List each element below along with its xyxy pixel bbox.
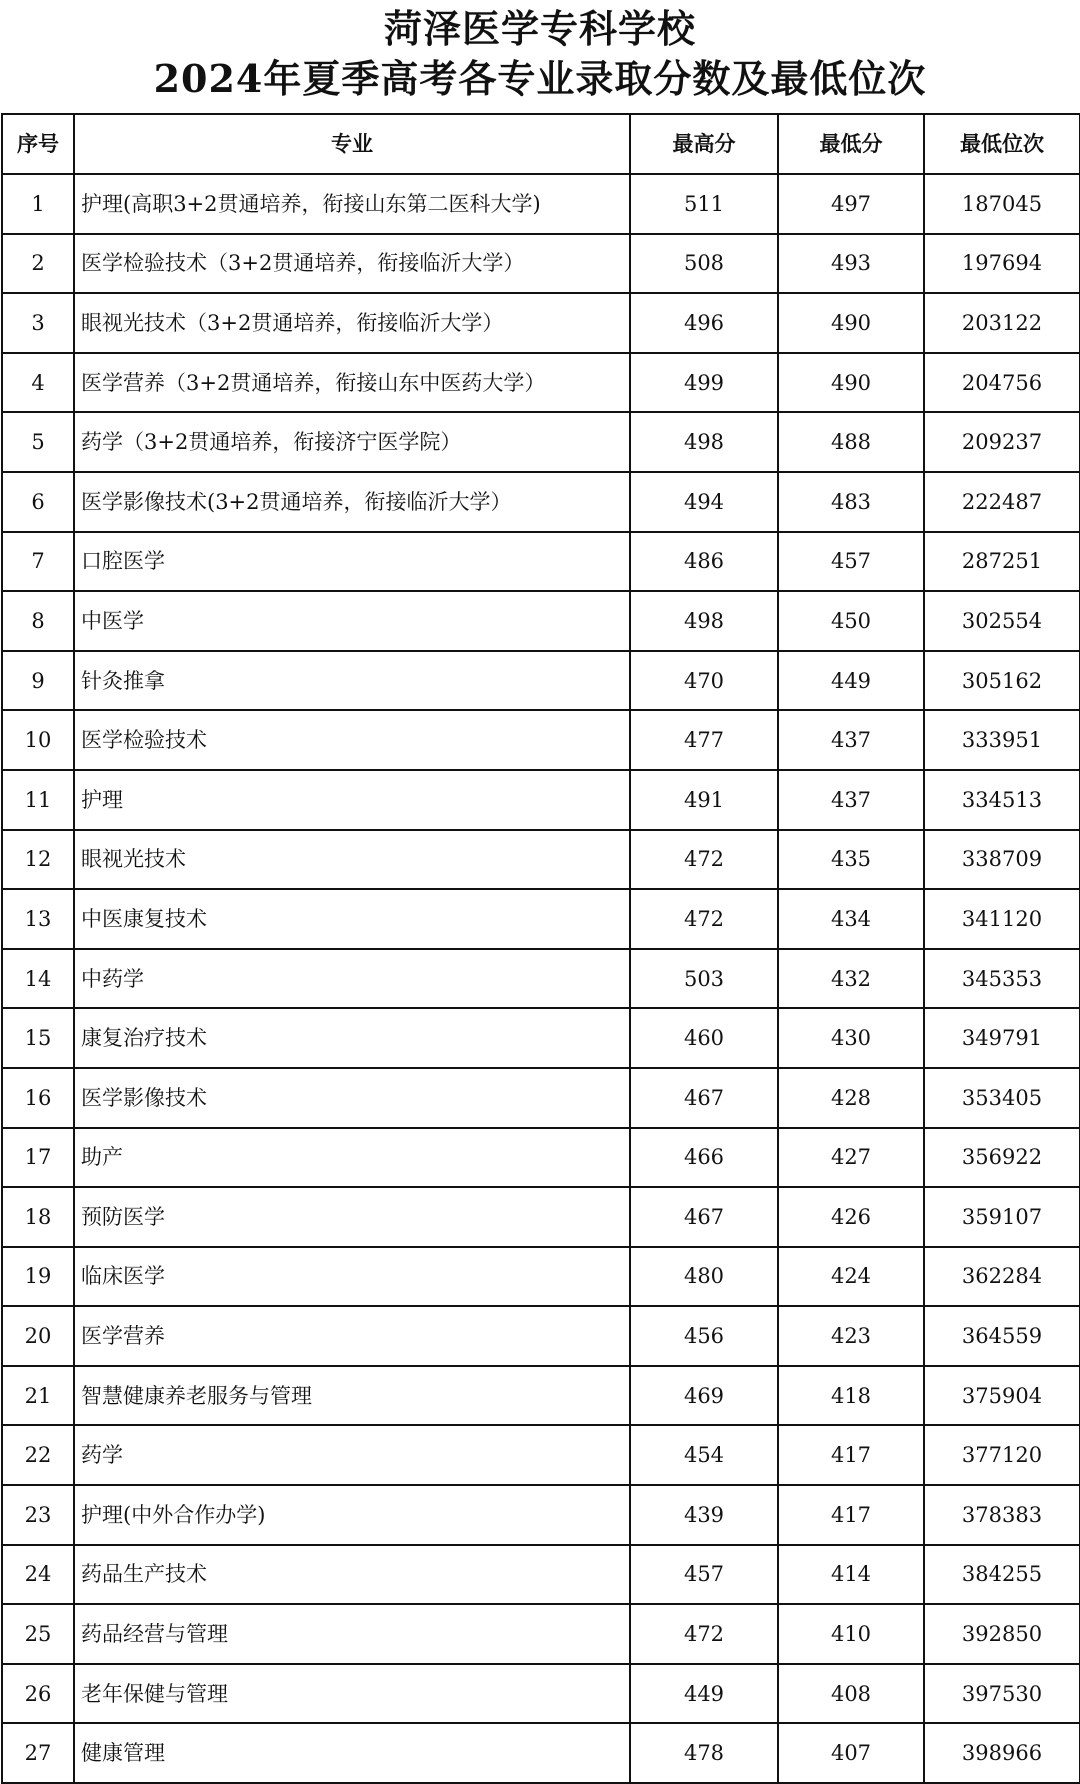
cell-max-score: 480 xyxy=(630,1247,778,1307)
cell-max-score: 477 xyxy=(630,710,778,770)
table-title: 2024年夏季高考各专业录取分数及最低位次 xyxy=(153,56,927,101)
table-row xyxy=(2,472,1080,532)
table-row xyxy=(2,1187,1080,1247)
cell-index: 5 xyxy=(2,412,74,472)
cell-max-score: 460 xyxy=(630,1008,778,1068)
cell-major: 口腔医学 xyxy=(74,532,630,592)
cell-max-score: 472 xyxy=(630,1604,778,1664)
cell-major: 药学 xyxy=(74,1425,630,1485)
table-row xyxy=(2,174,1080,234)
cell-index: 26 xyxy=(2,1664,74,1724)
cell-min-rank: 359107 xyxy=(924,1187,1080,1247)
table-row xyxy=(2,532,1080,592)
cell-max-score: 467 xyxy=(630,1187,778,1247)
cell-min-rank: 356922 xyxy=(924,1128,1080,1188)
cell-min-score: 423 xyxy=(778,1306,924,1366)
cell-min-rank: 392850 xyxy=(924,1604,1080,1664)
cell-min-score: 437 xyxy=(778,770,924,830)
cell-major: 眼视光技术 xyxy=(74,830,630,890)
cell-major: 针灸推拿 xyxy=(74,651,630,711)
cell-min-score: 497 xyxy=(778,174,924,234)
table-row xyxy=(2,651,1080,711)
table-row xyxy=(2,949,1080,1009)
table-row xyxy=(2,1723,1080,1783)
cell-major: 护理(高职3+2贯通培养，衔接山东第二医科大学) xyxy=(74,174,630,234)
cell-major: 健康管理 xyxy=(74,1723,630,1783)
cell-max-score: 439 xyxy=(630,1485,778,1545)
cell-major: 药品生产技术 xyxy=(74,1545,630,1605)
cell-max-score: 496 xyxy=(630,293,778,353)
cell-min-rank: 209237 xyxy=(924,412,1080,472)
cell-min-rank: 341120 xyxy=(924,889,1080,949)
cell-major: 中药学 xyxy=(74,949,630,1009)
cell-major: 眼视光技术（3+2贯通培养，衔接临沂大学） xyxy=(74,293,630,353)
cell-min-rank: 353405 xyxy=(924,1068,1080,1128)
header-major: 专业 xyxy=(74,114,630,174)
table-row xyxy=(2,830,1080,890)
cell-max-score: 470 xyxy=(630,651,778,711)
cell-max-score: 454 xyxy=(630,1425,778,1485)
cell-major: 中医学 xyxy=(74,591,630,651)
cell-min-rank: 302554 xyxy=(924,591,1080,651)
cell-index: 4 xyxy=(2,353,74,413)
cell-major: 助产 xyxy=(74,1128,630,1188)
cell-min-score: 449 xyxy=(778,651,924,711)
cell-min-rank: 364559 xyxy=(924,1306,1080,1366)
cell-min-rank: 378383 xyxy=(924,1485,1080,1545)
cell-min-score: 417 xyxy=(778,1425,924,1485)
cell-min-rank: 333951 xyxy=(924,710,1080,770)
table-row xyxy=(2,1425,1080,1485)
cell-min-score: 427 xyxy=(778,1128,924,1188)
cell-major: 老年保健与管理 xyxy=(74,1664,630,1724)
cell-index: 12 xyxy=(2,830,74,890)
cell-min-rank: 197694 xyxy=(924,234,1080,294)
cell-index: 23 xyxy=(2,1485,74,1545)
table-row xyxy=(2,1008,1080,1068)
header-min-rank: 最低位次 xyxy=(924,114,1080,174)
cell-max-score: 472 xyxy=(630,830,778,890)
cell-major: 医学检验技术 xyxy=(74,710,630,770)
table-row xyxy=(2,1604,1080,1664)
cell-min-rank: 338709 xyxy=(924,830,1080,890)
table-row xyxy=(2,1545,1080,1605)
cell-min-score: 414 xyxy=(778,1545,924,1605)
cell-index: 22 xyxy=(2,1425,74,1485)
cell-min-rank: 384255 xyxy=(924,1545,1080,1605)
cell-index: 27 xyxy=(2,1723,74,1783)
cell-major: 智慧健康养老服务与管理 xyxy=(74,1366,630,1426)
table-row xyxy=(2,710,1080,770)
cell-index: 13 xyxy=(2,889,74,949)
table-row xyxy=(2,889,1080,949)
cell-major: 预防医学 xyxy=(74,1187,630,1247)
cell-index: 1 xyxy=(2,174,74,234)
cell-max-score: 456 xyxy=(630,1306,778,1366)
cell-index: 25 xyxy=(2,1604,74,1664)
cell-max-score: 498 xyxy=(630,412,778,472)
cell-index: 3 xyxy=(2,293,74,353)
cell-max-score: 467 xyxy=(630,1068,778,1128)
cell-index: 7 xyxy=(2,532,74,592)
cell-min-score: 410 xyxy=(778,1604,924,1664)
header-min-score: 最低分 xyxy=(778,114,924,174)
cell-min-score: 490 xyxy=(778,353,924,413)
cell-min-score: 493 xyxy=(778,234,924,294)
cell-max-score: 511 xyxy=(630,174,778,234)
cell-min-score: 483 xyxy=(778,472,924,532)
cell-index: 21 xyxy=(2,1366,74,1426)
cell-min-rank: 334513 xyxy=(924,770,1080,830)
cell-max-score: 486 xyxy=(630,532,778,592)
cell-index: 24 xyxy=(2,1545,74,1605)
cell-min-score: 490 xyxy=(778,293,924,353)
table-row xyxy=(2,1068,1080,1128)
cell-min-score: 488 xyxy=(778,412,924,472)
cell-major: 医学影像技术 xyxy=(74,1068,630,1128)
cell-min-score: 430 xyxy=(778,1008,924,1068)
cell-min-rank: 398966 xyxy=(924,1723,1080,1783)
cell-index: 10 xyxy=(2,710,74,770)
admission-scores-table xyxy=(1,113,1080,1784)
table-header-row xyxy=(2,114,1080,174)
cell-max-score: 472 xyxy=(630,889,778,949)
table-row xyxy=(2,293,1080,353)
cell-index: 2 xyxy=(2,234,74,294)
cell-max-score: 466 xyxy=(630,1128,778,1188)
table-body xyxy=(2,174,1080,1783)
table-row xyxy=(2,1306,1080,1366)
cell-min-rank: 349791 xyxy=(924,1008,1080,1068)
cell-min-score: 407 xyxy=(778,1723,924,1783)
cell-min-score: 435 xyxy=(778,830,924,890)
cell-min-score: 426 xyxy=(778,1187,924,1247)
cell-min-score: 428 xyxy=(778,1068,924,1128)
cell-index: 8 xyxy=(2,591,74,651)
cell-min-rank: 222487 xyxy=(924,472,1080,532)
cell-major: 医学营养 xyxy=(74,1306,630,1366)
cell-major: 药品经营与管理 xyxy=(74,1604,630,1664)
table-row xyxy=(2,1247,1080,1307)
cell-major: 临床医学 xyxy=(74,1247,630,1307)
table-row xyxy=(2,1128,1080,1188)
cell-major: 医学影像技术(3+2贯通培养，衔接临沂大学） xyxy=(74,472,630,532)
cell-index: 16 xyxy=(2,1068,74,1128)
cell-max-score: 449 xyxy=(630,1664,778,1724)
cell-min-rank: 287251 xyxy=(924,532,1080,592)
cell-index: 18 xyxy=(2,1187,74,1247)
table-row xyxy=(2,412,1080,472)
cell-min-rank: 204756 xyxy=(924,353,1080,413)
cell-min-score: 457 xyxy=(778,532,924,592)
cell-min-rank: 305162 xyxy=(924,651,1080,711)
cell-min-score: 450 xyxy=(778,591,924,651)
cell-index: 17 xyxy=(2,1128,74,1188)
cell-major: 护理 xyxy=(74,770,630,830)
cell-min-rank: 187045 xyxy=(924,174,1080,234)
cell-min-rank: 203122 xyxy=(924,293,1080,353)
table-row xyxy=(2,353,1080,413)
cell-min-score: 434 xyxy=(778,889,924,949)
cell-max-score: 457 xyxy=(630,1545,778,1605)
cell-min-score: 424 xyxy=(778,1247,924,1307)
table-row xyxy=(2,1664,1080,1724)
cell-index: 20 xyxy=(2,1306,74,1366)
table-row xyxy=(2,591,1080,651)
header-index: 序号 xyxy=(2,114,74,174)
cell-max-score: 478 xyxy=(630,1723,778,1783)
cell-max-score: 499 xyxy=(630,353,778,413)
document-title-block xyxy=(0,0,1080,110)
table-row xyxy=(2,1366,1080,1426)
cell-major: 中医康复技术 xyxy=(74,889,630,949)
cell-index: 15 xyxy=(2,1008,74,1068)
cell-major: 康复治疗技术 xyxy=(74,1008,630,1068)
table-row xyxy=(2,234,1080,294)
cell-index: 6 xyxy=(2,472,74,532)
cell-min-score: 437 xyxy=(778,710,924,770)
cell-min-score: 418 xyxy=(778,1366,924,1426)
cell-min-score: 432 xyxy=(778,949,924,1009)
cell-major: 医学检验技术（3+2贯通培养，衔接临沂大学） xyxy=(74,234,630,294)
cell-min-rank: 362284 xyxy=(924,1247,1080,1307)
cell-max-score: 469 xyxy=(630,1366,778,1426)
table-row xyxy=(2,770,1080,830)
cell-min-score: 408 xyxy=(778,1664,924,1724)
cell-index: 9 xyxy=(2,651,74,711)
cell-min-rank: 375904 xyxy=(924,1366,1080,1426)
cell-max-score: 494 xyxy=(630,472,778,532)
cell-max-score: 498 xyxy=(630,591,778,651)
cell-min-score: 417 xyxy=(778,1485,924,1545)
cell-min-rank: 345353 xyxy=(924,949,1080,1009)
table-row xyxy=(2,1485,1080,1545)
cell-max-score: 491 xyxy=(630,770,778,830)
cell-major: 医学营养（3+2贯通培养，衔接山东中医药大学） xyxy=(74,353,630,413)
cell-index: 14 xyxy=(2,949,74,1009)
cell-min-rank: 397530 xyxy=(924,1664,1080,1724)
cell-index: 19 xyxy=(2,1247,74,1307)
cell-major: 护理(中外合作办学) xyxy=(74,1485,630,1545)
school-name-title: 菏泽医学专科学校 xyxy=(383,6,696,51)
cell-index: 11 xyxy=(2,770,74,830)
header-max-score: 最高分 xyxy=(630,114,778,174)
cell-max-score: 503 xyxy=(630,949,778,1009)
cell-max-score: 508 xyxy=(630,234,778,294)
cell-major: 药学（3+2贯通培养，衔接济宁医学院） xyxy=(74,412,630,472)
cell-min-rank: 377120 xyxy=(924,1425,1080,1485)
